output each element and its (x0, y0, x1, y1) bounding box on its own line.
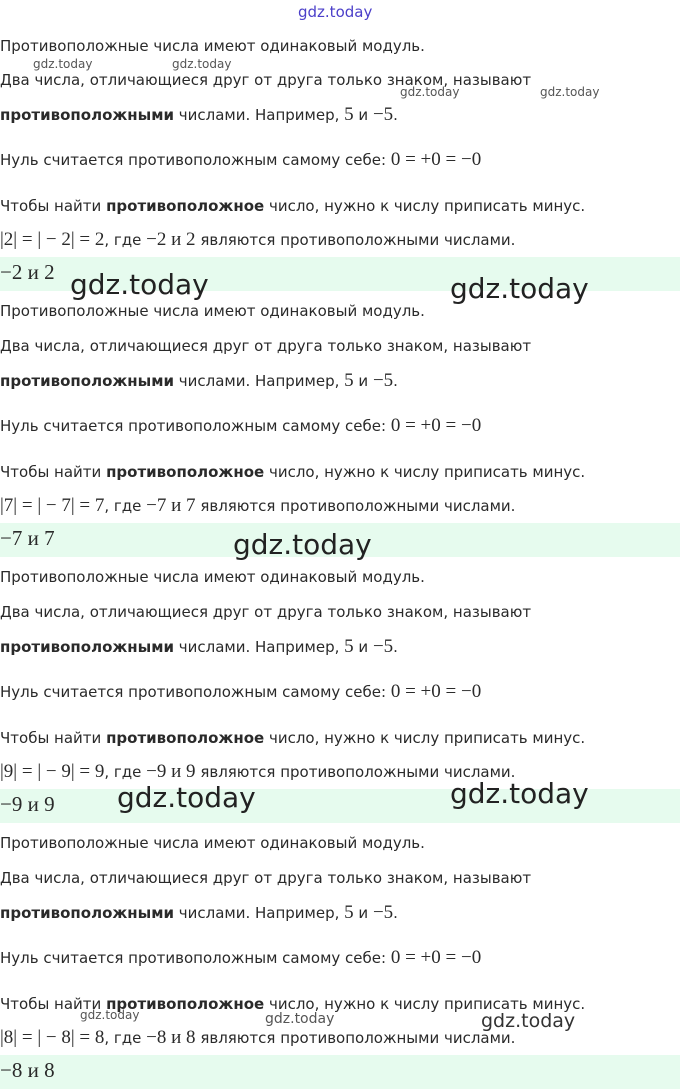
term-opposite: противоположными (0, 106, 174, 124)
definition-line: Два числа, отличающиеся друг от друга только знаком, называют (0, 71, 532, 89)
rule-line: Чтобы найти противоположное число, нужно к числу приписать минус. (0, 463, 586, 481)
watermark: gdz.today (80, 1008, 140, 1022)
definition-example-line: противоположными числами. Например, 5 и −5. (0, 104, 398, 125)
zero-statement: Нуль считается противоположным самому себе: 0 = +0 = −0 (0, 415, 482, 436)
watermark: gdz.today (33, 57, 93, 71)
example-computation: |2| = | − 2| = 2, где −2 и 2 являются противоположными числами. (0, 229, 516, 250)
definition-example-line: противоположными числами. Например, 5 и −5. (0, 370, 398, 391)
answer-box (0, 1055, 680, 1089)
definition-line: Два числа, отличающиеся друг от друга только знаком, называют (0, 337, 532, 355)
watermark: gdz.today (450, 777, 589, 810)
modulus-statement: Противоположные числа имеют одинаковый модуль. (0, 37, 425, 55)
answer-text: −2 и 2 (0, 260, 55, 284)
zero-statement: Нуль считается противоположным самому себе: 0 = +0 = −0 (0, 681, 482, 702)
rule-line: Чтобы найти противоположное число, нужно к числу приписать минус. (0, 197, 586, 215)
modulus-statement: Противоположные числа имеют одинаковый модуль. (0, 568, 425, 586)
example-computation: |7| = | − 7| = 7, где −7 и 7 являются противоположными числами. (0, 495, 516, 516)
definition-line: Два числа, отличающиеся друг от друга только знаком, называют (0, 869, 532, 887)
modulus-statement: Противоположные числа имеют одинаковый модуль. (0, 834, 425, 852)
term-opposite: противоположными (0, 372, 174, 390)
term-opposite: противоположными (0, 638, 174, 656)
answer-text: −7 и 7 (0, 526, 55, 550)
watermark: gdz.today (400, 85, 460, 99)
watermark: gdz.today (233, 528, 372, 561)
watermark: gdz.today (172, 57, 232, 71)
watermark: gdz.today (481, 1010, 576, 1032)
watermark: gdz.today (265, 1011, 335, 1027)
header-watermark[interactable]: gdz.today (298, 3, 373, 21)
modulus-statement: Противоположные числа имеют одинаковый модуль. (0, 302, 425, 320)
watermark: gdz.today (70, 268, 209, 301)
answer-text: −8 и 8 (0, 1058, 55, 1082)
zero-statement: Нуль считается противоположным самому себе: 0 = +0 = −0 (0, 947, 482, 968)
rule-line: Чтобы найти противоположное число, нужно к числу приписать минус. (0, 995, 586, 1013)
watermark: gdz.today (117, 781, 256, 814)
example-computation: |8| = | − 8| = 8, где −8 и 8 являются противоположными числами. (0, 1027, 516, 1048)
watermark: gdz.today (540, 85, 600, 99)
definition-example-line: противоположными числами. Например, 5 и −5. (0, 636, 398, 657)
zero-statement: Нуль считается противоположным самому себе: 0 = +0 = −0 (0, 149, 482, 170)
example-computation: |9| = | − 9| = 9, где −9 и 9 являются противоположными числами. (0, 761, 516, 782)
answer-text: −9 и 9 (0, 792, 55, 816)
definition-line: Два числа, отличающиеся друг от друга только знаком, называют (0, 603, 532, 621)
watermark: gdz.today (450, 272, 589, 305)
rule-line: Чтобы найти противоположное число, нужно к числу приписать минус. (0, 729, 586, 747)
definition-example-line: противоположными числами. Например, 5 и −5. (0, 902, 398, 923)
term-opposite: противоположными (0, 904, 174, 922)
